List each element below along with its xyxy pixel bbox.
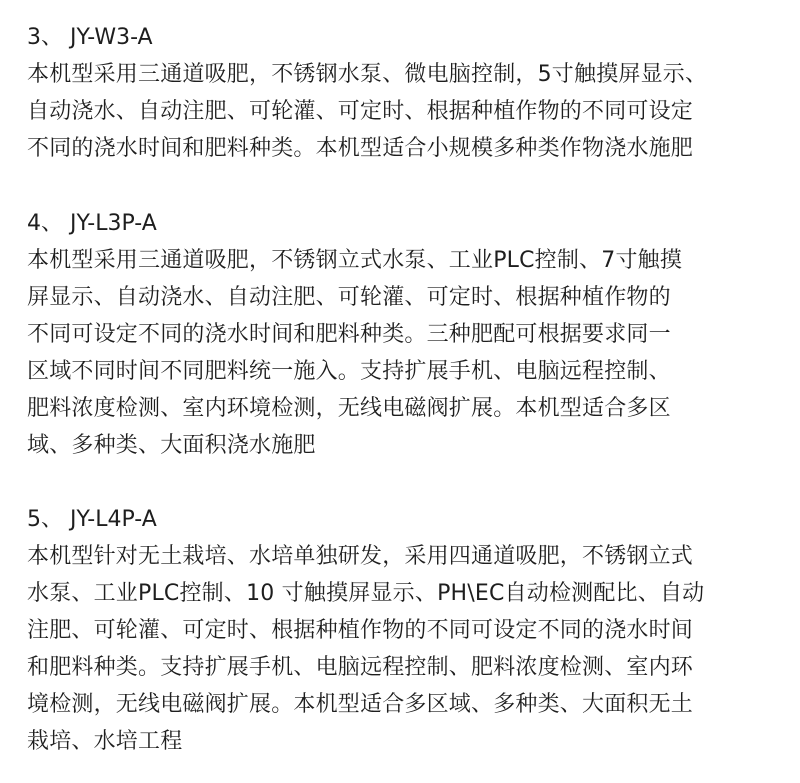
paragraph-line: 本机型针对无土栽培、水培单独研发，采用四通道吸肥，不锈钢立式	[27, 544, 694, 569]
product-section-jy-l4p-a	[27, 502, 787, 760]
paragraph-line: 水泵、工业PLC控制、10 寸触摸屏显示、PH\EC自动检测配比、自动	[27, 581, 705, 606]
paragraph-line: 肥料浓度检测、室内环境检测，无线电磁阀扩展。本机型适合多区	[27, 396, 671, 421]
paragraph-line: 区域不同时间不同肥料统一施入。支持扩展手机、电脑远程控制、	[27, 359, 671, 384]
paragraph-line: 域、多种类、大面积浇水施肥	[27, 433, 316, 458]
paragraph-line: 屏显示、自动浇水、自动注肥、可轮灌、可定时、根据种植作物的	[27, 285, 671, 310]
section-heading: 5、 JY-L4P-A	[27, 507, 157, 532]
paragraph-line: 不同可设定不同的浇水时间和肥料种类。三种肥配可根据要求同一	[27, 322, 671, 347]
section-heading: 4、 JY-L3P-A	[27, 211, 157, 236]
paragraph-line: 本机型采用三通道吸肥，不锈钢立式水泵、工业PLC控制、7寸触摸	[27, 248, 683, 273]
paragraph-line: 栽培、水培工程	[27, 729, 183, 754]
paragraph-line: 注肥、可轮灌、可定时、根据种植作物的不同可设定不同的浇水时间	[27, 618, 694, 643]
paragraph-line: 和肥料种类。支持扩展手机、电脑远程控制、肥料浓度检测、室内环	[27, 655, 694, 680]
product-section-jy-w3-a	[27, 20, 787, 167]
section-heading: 3、 JY-W3-A	[27, 25, 153, 50]
paragraph-line: 自动浇水、自动注肥、可轮灌、可定时、根据种植作物的不同可设定	[27, 99, 694, 124]
paragraph-line: 不同的浇水时间和肥料种类。本机型适合小规模多种类作物浇水施肥	[27, 136, 694, 161]
paragraph-line: 本机型采用三通道吸肥，不锈钢水泵、微电脑控制，5寸触摸屏显示、	[27, 62, 708, 87]
paragraph-line: 境检测，无线电磁阀扩展。本机型适合多区域、多种类、大面积无土	[27, 692, 694, 717]
product-section-jy-l3p-a	[27, 206, 787, 464]
